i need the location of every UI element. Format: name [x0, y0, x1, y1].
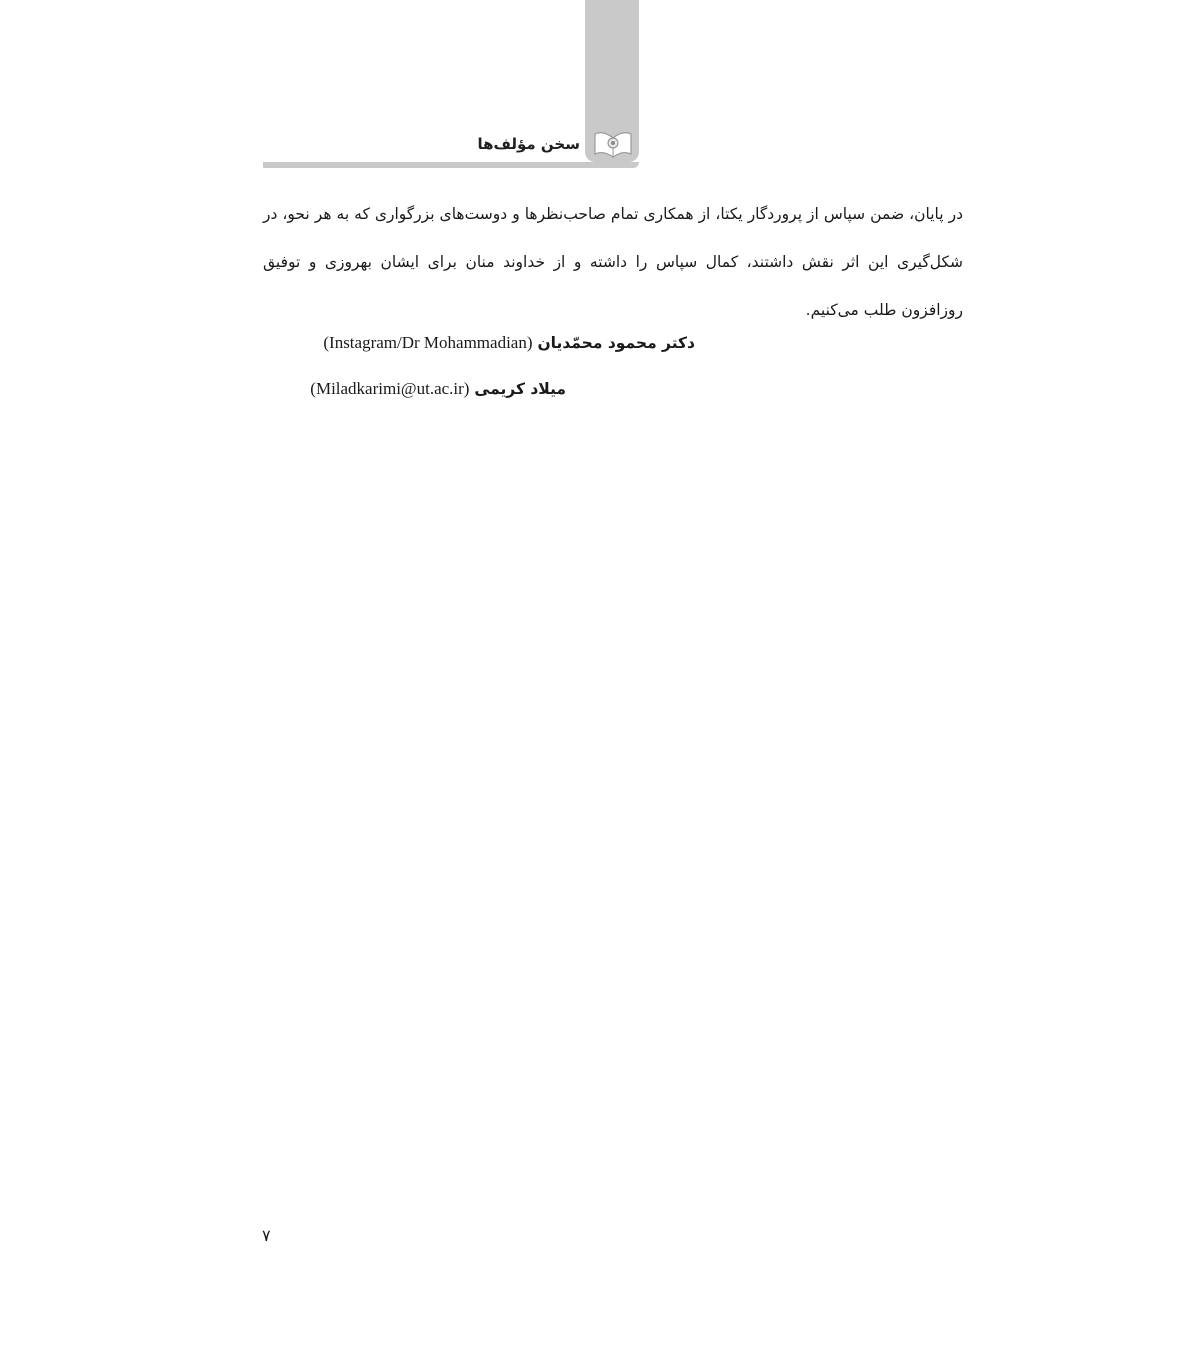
open-book-icon — [591, 124, 635, 162]
header-rule — [263, 162, 639, 168]
page-number: ۷ — [262, 1226, 271, 1245]
author-entry-2 — [310, 374, 566, 404]
author-name: دکتر محمود محمّدیان — [537, 334, 695, 352]
author-contact: (Miladkarimi@ut.ac.ir) — [310, 379, 470, 398]
author-contact: (Instagram/Dr Mohammadian) — [323, 333, 533, 352]
body-paragraph: در پایان، ضمن سپاس از پروردگار یکتا، از همکاری تمام صاحب‌نظرها و دوست‌های بزرگواری که به هر نحو، در شکل‌گیری این اثر نقش داشتند، کمال سپاس را داشته و از خداوند منان برای ایشان بهروزی و توفیق روزافزون طلب می‌کنیم. — [263, 205, 963, 319]
section-title: سخن مؤلف‌ها — [477, 135, 580, 153]
author-name: میلاد کریمی — [474, 380, 566, 398]
author-entry-1 — [323, 328, 695, 358]
